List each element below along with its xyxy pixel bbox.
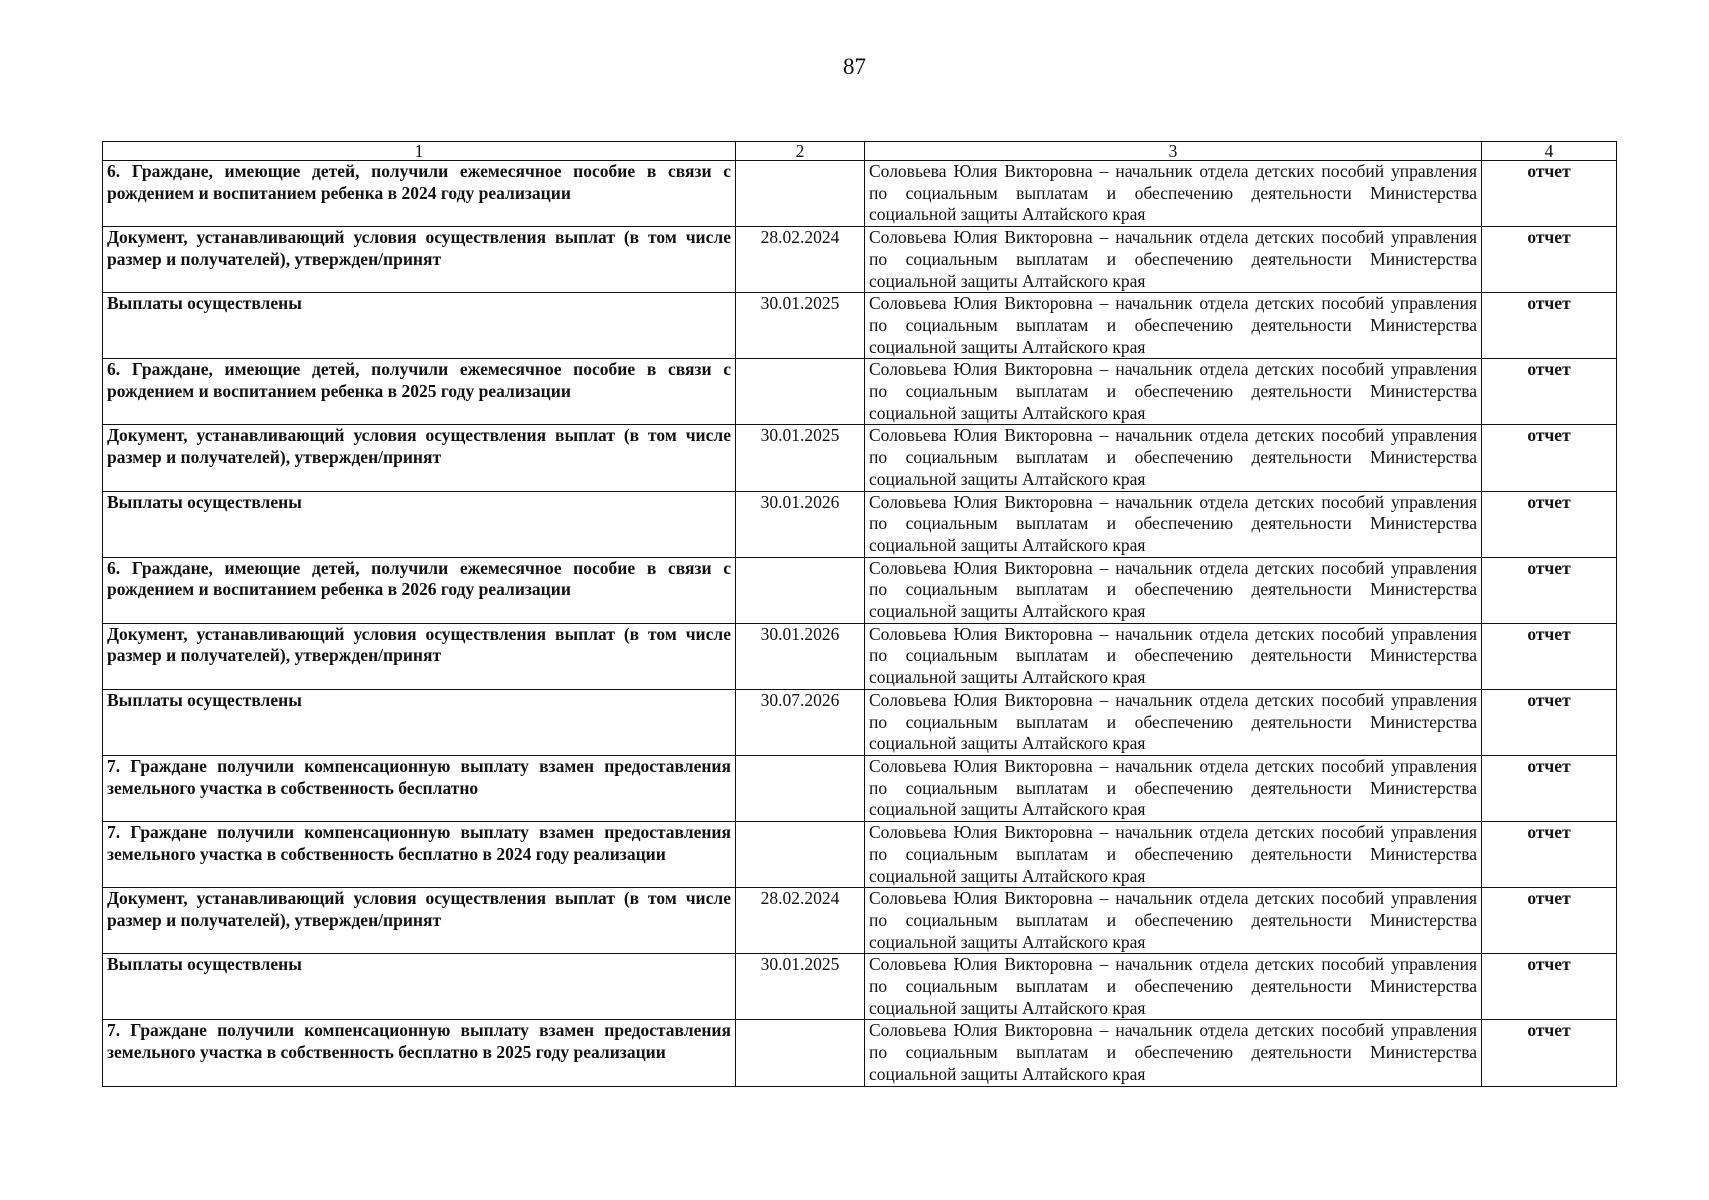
deadline-cell <box>736 557 865 623</box>
responsible-cell: Соловьева Юлия Викторовна – начальник отдела детских пособий управления по социальным выплатам и обеспечению деятельности Министерства социальной защиты Алтайского края <box>865 689 1482 755</box>
document-type-cell: отчет <box>1482 359 1617 425</box>
event-name-cell: Выплаты осуществлены <box>103 491 736 557</box>
deadline-cell: 30.01.2025 <box>736 954 865 1020</box>
event-name-cell: Документ, устанавливающий условия осуществления выплат (в том числе размер и получателей), утвержден/принят <box>103 227 736 293</box>
plan-table <box>102 141 1617 1087</box>
column-number-row <box>103 142 1617 161</box>
document-type-cell: отчет <box>1482 557 1617 623</box>
table-row <box>103 491 1617 557</box>
column-number-3: 3 <box>865 142 1482 161</box>
table-row <box>103 755 1617 821</box>
column-number-2: 2 <box>736 142 865 161</box>
deadline-cell: 30.07.2026 <box>736 689 865 755</box>
responsible-cell: Соловьева Юлия Викторовна – начальник отдела детских пособий управления по социальным выплатам и обеспечению деятельности Министерства социальной защиты Алтайского края <box>865 755 1482 821</box>
document-type-cell: отчет <box>1482 755 1617 821</box>
table-row <box>103 623 1617 689</box>
table-row <box>103 557 1617 623</box>
event-name-cell: Документ, устанавливающий условия осуществления выплат (в том числе размер и получателей), утвержден/принят <box>103 623 736 689</box>
responsible-cell: Соловьева Юлия Викторовна – начальник отдела детских пособий управления по социальным выплатам и обеспечению деятельности Министерства социальной защиты Алтайского края <box>865 557 1482 623</box>
responsible-cell: Соловьева Юлия Викторовна – начальник отдела детских пособий управления по социальным выплатам и обеспечению деятельности Министерства социальной защиты Алтайского края <box>865 425 1482 491</box>
column-number-1: 1 <box>103 142 736 161</box>
table-row <box>103 161 1617 227</box>
event-name-cell: Выплаты осуществлены <box>103 689 736 755</box>
document-type-cell: отчет <box>1482 1020 1617 1086</box>
deadline-cell: 28.02.2024 <box>736 227 865 293</box>
event-name-cell: 6. Граждане, имеющие детей, получили ежемесячное пособие в связи с рождением и воспитанием ребенка в 2024 году реализации <box>103 161 736 227</box>
document-type-cell: отчет <box>1482 822 1617 888</box>
deadline-cell: 30.01.2025 <box>736 293 865 359</box>
event-name-cell: 6. Граждане, имеющие детей, получили ежемесячное пособие в связи с рождением и воспитанием ребенка в 2026 году реализации <box>103 557 736 623</box>
responsible-cell: Соловьева Юлия Викторовна – начальник отдела детских пособий управления по социальным выплатам и обеспечению деятельности Министерства социальной защиты Алтайского края <box>865 888 1482 954</box>
responsible-cell: Соловьева Юлия Викторовна – начальник отдела детских пособий управления по социальным выплатам и обеспечению деятельности Министерства социальной защиты Алтайского края <box>865 623 1482 689</box>
responsible-cell: Соловьева Юлия Викторовна – начальник отдела детских пособий управления по социальным выплатам и обеспечению деятельности Министерства социальной защиты Алтайского края <box>865 161 1482 227</box>
deadline-cell <box>736 161 865 227</box>
responsible-cell: Соловьева Юлия Викторовна – начальник отдела детских пособий управления по социальным выплатам и обеспечению деятельности Министерства социальной защиты Алтайского края <box>865 293 1482 359</box>
responsible-cell: Соловьева Юлия Викторовна – начальник отдела детских пособий управления по социальным выплатам и обеспечению деятельности Министерства социальной защиты Алтайского края <box>865 954 1482 1020</box>
document-type-cell: отчет <box>1482 888 1617 954</box>
event-name-cell: 7. Граждане получили компенсационную выплату взамен предоставления земельного участка в собственность бесплатно в 2025 году реализации <box>103 1020 736 1086</box>
deadline-cell: 30.01.2025 <box>736 425 865 491</box>
table-row <box>103 888 1617 954</box>
document-type-cell: отчет <box>1482 425 1617 491</box>
event-name-cell: Выплаты осуществлены <box>103 954 736 1020</box>
responsible-cell: Соловьева Юлия Викторовна – начальник отдела детских пособий управления по социальным выплатам и обеспечению деятельности Министерства социальной защиты Алтайского края <box>865 1020 1482 1086</box>
event-name-cell: 7. Граждане получили компенсационную выплату взамен предоставления земельного участка в собственность бесплатно <box>103 755 736 821</box>
deadline-cell <box>736 359 865 425</box>
column-number-4: 4 <box>1482 142 1617 161</box>
responsible-cell: Соловьева Юлия Викторовна – начальник отдела детских пособий управления по социальным выплатам и обеспечению деятельности Министерства социальной защиты Алтайского края <box>865 822 1482 888</box>
table-row <box>103 954 1617 1020</box>
deadline-cell: 28.02.2024 <box>736 888 865 954</box>
deadline-cell <box>736 822 865 888</box>
table-row <box>103 1020 1617 1086</box>
event-name-cell: 7. Граждане получили компенсационную выплату взамен предоставления земельного участка в собственность бесплатно в 2024 году реализации <box>103 822 736 888</box>
document-type-cell: отчет <box>1482 161 1617 227</box>
responsible-cell: Соловьева Юлия Викторовна – начальник отдела детских пособий управления по социальным выплатам и обеспечению деятельности Министерства социальной защиты Алтайского края <box>865 491 1482 557</box>
document-type-cell: отчет <box>1482 623 1617 689</box>
table-row <box>103 822 1617 888</box>
deadline-cell <box>736 1020 865 1086</box>
event-name-cell: 6. Граждане, имеющие детей, получили ежемесячное пособие в связи с рождением и воспитанием ребенка в 2025 году реализации <box>103 359 736 425</box>
deadline-cell: 30.01.2026 <box>736 623 865 689</box>
event-name-cell: Документ, устанавливающий условия осуществления выплат (в том числе размер и получателей), утвержден/принят <box>103 888 736 954</box>
deadline-cell: 30.01.2026 <box>736 491 865 557</box>
responsible-cell: Соловьева Юлия Викторовна – начальник отдела детских пособий управления по социальным выплатам и обеспечению деятельности Министерства социальной защиты Алтайского края <box>865 359 1482 425</box>
event-name-cell: Выплаты осуществлены <box>103 293 736 359</box>
table-row <box>103 689 1617 755</box>
table-row <box>103 425 1617 491</box>
table-row <box>103 227 1617 293</box>
document-type-cell: отчет <box>1482 491 1617 557</box>
responsible-cell: Соловьева Юлия Викторовна – начальник отдела детских пособий управления по социальным выплатам и обеспечению деятельности Министерства социальной защиты Алтайского края <box>865 227 1482 293</box>
document-type-cell: отчет <box>1482 954 1617 1020</box>
document-type-cell: отчет <box>1482 227 1617 293</box>
table-row <box>103 359 1617 425</box>
event-name-cell: Документ, устанавливающий условия осуществления выплат (в том числе размер и получателей), утвержден/принят <box>103 425 736 491</box>
page-number: 87 <box>843 54 866 79</box>
document-type-cell: отчет <box>1482 689 1617 755</box>
deadline-cell <box>736 755 865 821</box>
document-type-cell: отчет <box>1482 293 1617 359</box>
table-row <box>103 293 1617 359</box>
